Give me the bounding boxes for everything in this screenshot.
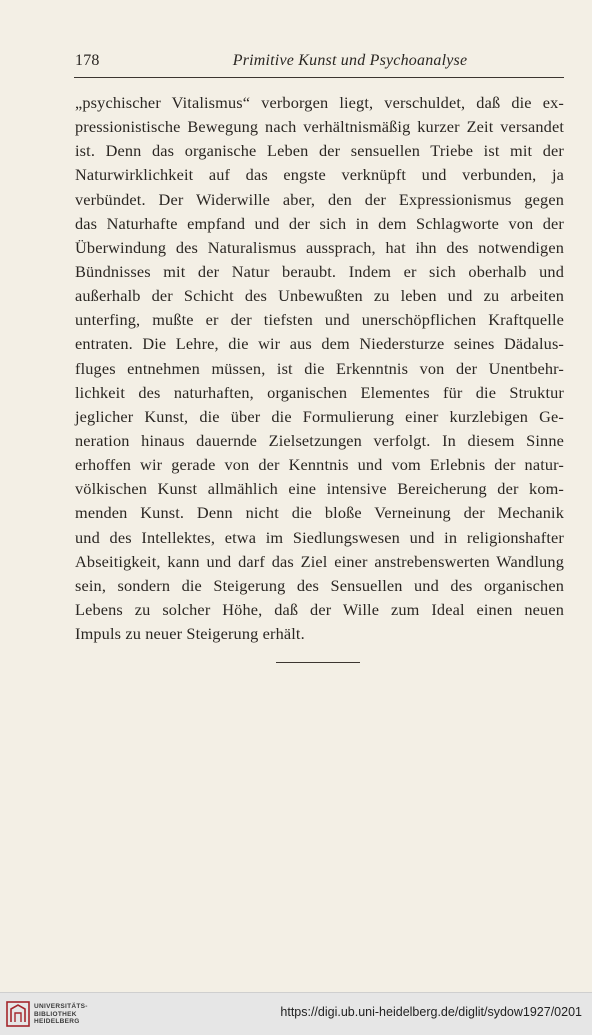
text-line: „psychischer Vitalismus“ verborgen liegt, verschuldet, daß die ex-	[75, 93, 564, 112]
text-line: neration hinaus dauernde Zielsetzungen verfolgt. In diesem Sinne	[75, 430, 564, 450]
text-line: Impuls zu neuer Steigerung erhält.	[75, 624, 305, 644]
text-line: menden Kunst. Denn nicht die bloße Verneinung der Mechanik	[75, 503, 564, 523]
text-line: Abseitigkeit, kann und darf das Ziel einer anstrebenswerten Wandlung	[75, 551, 564, 571]
text-line: völkischen Kunst allmählich eine intensive Bereicherung der kom-	[75, 479, 564, 499]
text-line: pressionistische Bewegung nach verhältnismäßig kurzer Zeit versandet	[75, 117, 564, 137]
library-name-line: BIBLIOTHEK	[34, 1010, 77, 1018]
library-name	[34, 1003, 88, 1026]
section-end-divider	[276, 662, 360, 663]
library-logo[interactable]	[6, 1001, 136, 1031]
library-name-line: UNIVERSITÄTS-	[34, 1003, 88, 1010]
text-line: Lebens zu solcher Höhe, daß der Wille zum Ideal einen neuen	[75, 599, 564, 619]
text-line: erhoffen wir gerade von der Kenntnis und vom Erlebnis der natur-	[75, 455, 564, 475]
text-line: und des Intellektes, etwa im Siedlungswesen und in religionshafter	[75, 527, 564, 547]
text-line: sein, sondern die Steigerung des Sensuellen und des organischen	[75, 575, 564, 595]
page-number: 178	[75, 52, 100, 69]
running-title: Primitive Kunst und Psychoanalyse	[232, 52, 468, 69]
text-line: fluges entnehmen müssen, ist die Erkenntnis von der Unentbehr-	[75, 358, 564, 378]
text-line: lichkeit des naturhaften, organischen Elementes für die Struktur	[75, 382, 564, 402]
text-line: Überwindung des Naturalismus aussprach, hat ihn des notwendigen	[75, 237, 564, 257]
page-header	[75, 52, 563, 74]
text-line: Naturwirklichkeit auf das engste verknüpft und verbunden, ja	[75, 165, 564, 185]
body-text	[75, 91, 564, 646]
text-line: ist. Denn das organische Leben der sensuellen Triebe ist mit der	[75, 141, 564, 161]
library-seal-icon	[6, 1001, 30, 1027]
text-line: unterfing, mußte er der tiefsten und unerschöpflichen Kraftquelle	[75, 310, 564, 330]
source-url-link[interactable]: https://digi.ub.uni-heidelberg.de/diglit/sydow1927/0201	[280, 1005, 582, 1019]
text-line: jeglicher Kunst, die über die Formulierung einer kurzlebigen Ge-	[75, 406, 564, 426]
text-line: Bündnisses mit der Natur beraubt. Indem er sich oberhalb und	[75, 261, 564, 281]
text-line: entraten. Die Lehre, die wir aus dem Niedersturze seines Dädalus-	[75, 334, 564, 354]
text-line: außerhalb der Schicht des Unbewußten zu leben und zu arbeiten	[75, 286, 564, 306]
text-line: verbündet. Der Widerwille aber, den der Expressionismus gegen	[75, 189, 564, 209]
library-name-line: HEIDELBERG	[34, 1018, 80, 1026]
header-rule	[74, 77, 564, 78]
text-line: das Naturhafte empfand und der sich in dem Schlagworte von der	[75, 213, 564, 233]
viewer-footer	[0, 992, 592, 1035]
